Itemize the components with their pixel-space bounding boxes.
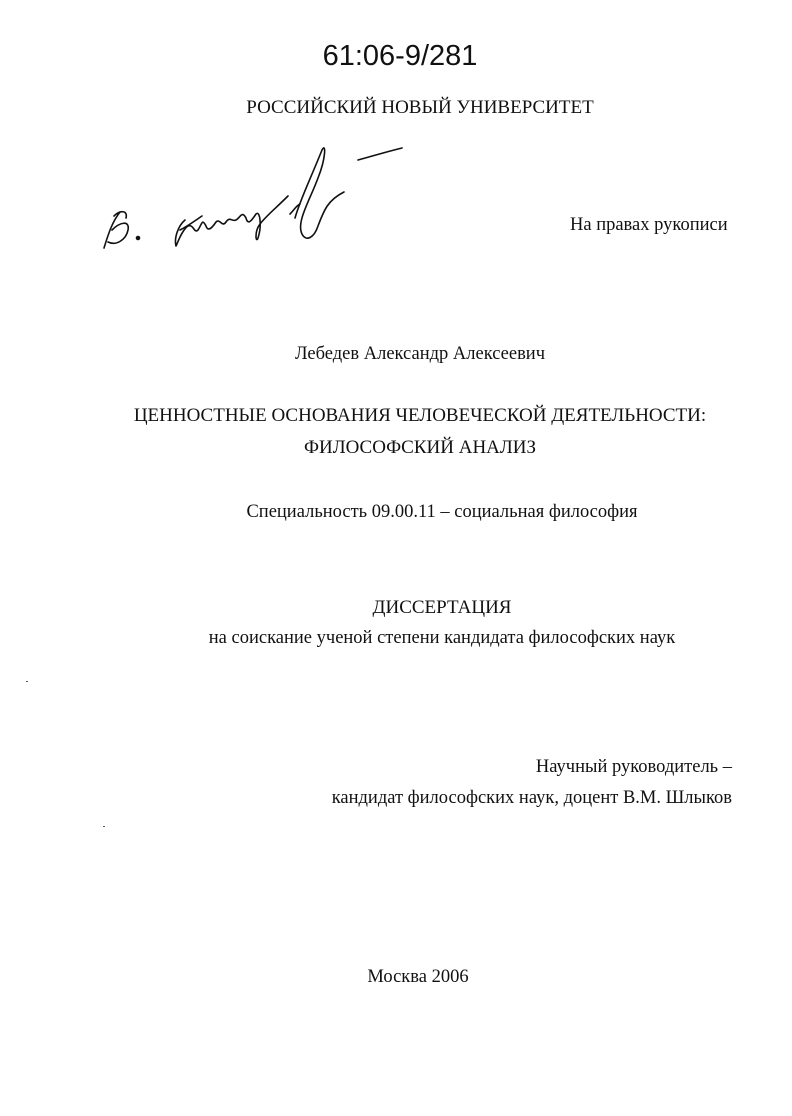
supervisor-name: кандидат философских наук, доцент В.М. Шлыков — [331, 788, 732, 808]
document-type: ДИССЕРТАЦИЯ — [372, 597, 512, 618]
specialty: Специальность 09.00.11 – социальная философия — [246, 502, 638, 522]
author-name: Лебедев Александр Алексеевич — [294, 344, 546, 364]
registry-code: 61:06-9/281 — [322, 40, 478, 72]
dissertation-title-line-2: ФИЛОСОФСКИЙ АНАЛИЗ — [303, 437, 537, 458]
degree-description: на соискание ученой степени кандидата философских наук — [208, 628, 676, 648]
supervisor-label: Научный руководитель – — [535, 757, 732, 777]
handwritten-signature — [90, 130, 410, 260]
scan-speck — [103, 826, 105, 827]
dissertation-title-line-1: ЦЕННОСТНЫЕ ОСНОВАНИЯ ЧЕЛОВЕЧЕСКОЙ ДЕЯТЕЛЬНОСТИ: — [133, 405, 707, 426]
manuscript-rights-note: На правах рукописи — [570, 215, 728, 235]
university-name: РОССИЙСКИЙ НОВЫЙ УНИВЕРСИТЕТ — [246, 97, 594, 118]
city-year: Москва 2006 — [367, 967, 469, 987]
scan-speck — [26, 681, 28, 682]
